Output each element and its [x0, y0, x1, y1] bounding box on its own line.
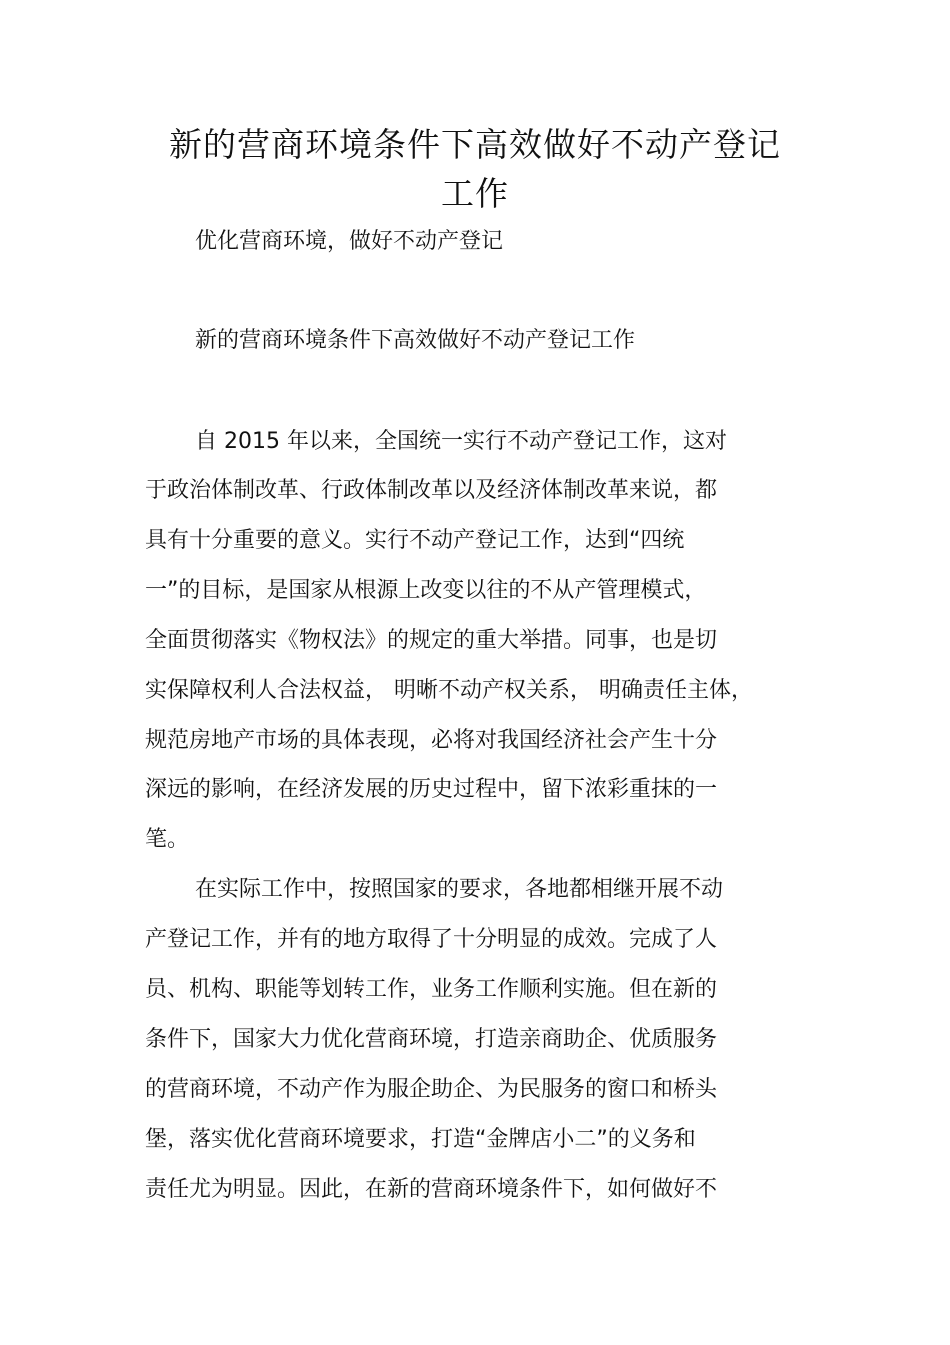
paragraph-line: 全面贯彻落实《物权法》的规定的重大举措。同事，也是切	[145, 628, 718, 653]
paragraph-line: 具有十分重要的意义。实行不动产登记工作，达到“四统	[145, 528, 685, 553]
paragraph-line: 堡，落实优化营商环境要求，打造“金牌店小二”的义务和	[145, 1127, 696, 1152]
document-title-line-1: 新的营商环境条件下高效做好不动产登记	[169, 125, 781, 164]
paragraph-line: 的营商环境，不动产作为服企助企、为民服务的窗口和桥头	[145, 1077, 718, 1102]
paragraph-line: 责任尤为明显。因此，在新的营商环境条件下，如何做好不	[145, 1177, 718, 1202]
paragraph-line: 员、机构、职能等划转工作，业务工作顺利实施。但在新的	[145, 977, 718, 1002]
section-heading: 新的营商环境条件下高效做好不动产登记工作	[195, 328, 636, 353]
document-title-line-2: 工作	[441, 174, 509, 213]
paragraph-line: 于政治体制改革、行政体制改革以及经济体制改革来说，都	[145, 478, 718, 503]
paragraph-line: 产登记工作，并有的地方取得了十分明显的成效。完成了人	[145, 927, 718, 952]
paragraph-line: 在实际工作中，按照国家的要求，各地都相继开展不动	[195, 877, 724, 902]
paragraph-line: 自 2015 年以来，全国统一实行不动产登记工作，这对	[195, 429, 727, 454]
document-subtitle: 优化营商环境，做好不动产登记	[195, 229, 504, 254]
paragraph-line: 实保障权利人合法权益， 明晰不动产权关系， 明确责任主体，	[145, 678, 753, 703]
paragraph-line: 规范房地产市场的具体表现，必将对我国经济社会产生十分	[145, 728, 718, 753]
paragraph-line: 深远的影响，在经济发展的历史过程中，留下浓彩重抹的一	[145, 777, 718, 802]
paragraph-line: 一”的目标，是国家从根源上改变以往的不从产管理模式，	[145, 578, 707, 603]
paragraph-line: 条件下，国家大力优化营商环境，打造亲商助企、优质服务	[145, 1027, 718, 1052]
paragraph-line: 笔。	[145, 827, 190, 852]
